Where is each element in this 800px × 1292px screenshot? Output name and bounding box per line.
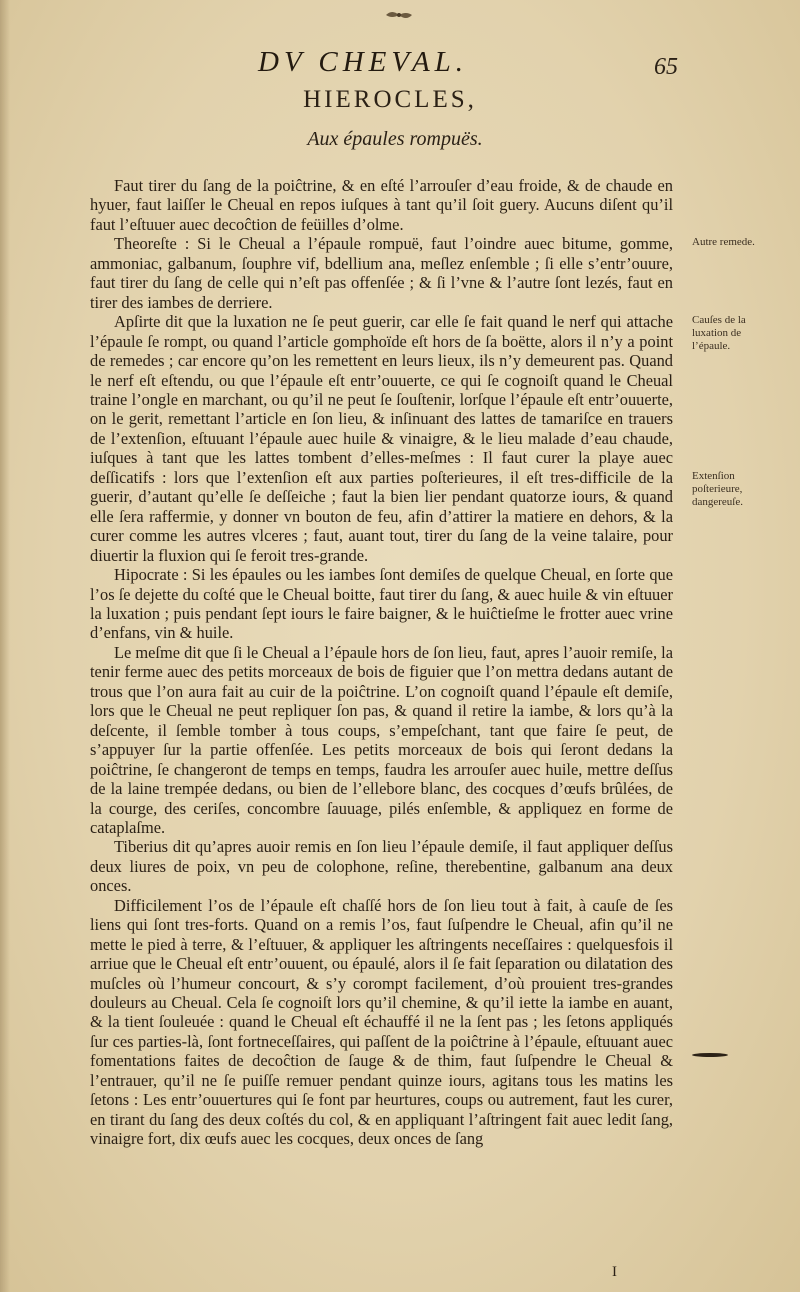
section-author: HIEROCLES, [303,86,477,113]
paragraph: Hipocrate : Si les épaules ou les iambes ſont demiſes de quelque Cheual, en ſorte que l’os ſe dejette du coſté que le Cheual boitte, faut tirer du ſang, & auec huile & vin eſtuuer la luxation ; puis pendant ſept iours le faire baigner, & le huiĉtieſme le frotter auec vrine d’enfans, vin & huile. [90,565,673,643]
margin-note: Cauſes de la luxation de l’épaule. [692,314,746,352]
page-number: 65 [654,54,678,80]
paragraph: Theoreſte : Si le Cheual a l’épaule rompuë, faut l’oindre auec bitume, gomme, ammoniac, galbanum, ſouphre vif, bdellium ana, meſlez enſemble ; ſi elle s’entr’ouure, faut tirer du ſang de celle qui n’eſt pas offenſée ; & ſi l’vne & l’autre ſont lezés, faut en tirer des iambes de derriere. [90,234,673,312]
paragraph: Le meſme dit que ſi le Cheual a l’épaule hors de ſon lieu, faut, apres l’auoir remiſe, la tenir ferme auec des petits morceaux de bois de figuier que l’on mettra dedans autant de trous que l’on aura fait au cuir de la poiĉtrine. L’on cognoiſt quand l’épaule eſt demiſe, lors que le Cheual ne peut repliquer ſon pas, & quand il retire la iambe, & lors qu’à la deſcente, il ſemble tomber à tous coups, s’empeſchant, tant que faire ſe peut, de s’appuyer ſur la partie offenſée. Les petits morceaux de bois qui ſeront dedans la poiĉtrine, ſe changeront de temps en temps, faudra les arrouſer auec huile, mettre deſſus de la laine trempée dedans, ou bien de l’ellebore blanc, des cocques d’œufs brûlées, de la courge, des ceriſes, concombre ſauuage, pilés enſemble, & appliquez en forme de cataplaſme. [90,642,673,837]
signature-mark: I [612,1264,617,1280]
page-gutter-shadow [0,0,10,1292]
paragraph: Difficilement l’os de l’épaule eſt chaſſé hors de ſon lieu tout à fait, à cauſe de ſes liens qui ſont tres-forts. Quand on a remis l’os, faut ſuſpendre le Cheual, afin qu’il ne mette le pied à terre, & l’eſtuuer, & appliquer les aſtringents neceſſaires : quelquesfois il arriue que le Cheual eſt entr’ouuent, ou épaulé, alors il ſe fait ſeparation ou dilatation des muſcles où l’humeur concourt, & s’y corompt facilement, d’où prouient tres-grandes douleurs au Cheual. Cela ſe cognoiſt lors qu’il chemine, & qu’il iette la iambe en auant, & la tient ſouleuée : quand le Cheual eſt échauffé il ne la ſent pas ; les ſetons appliqués ſur ces parties-là, ſont fortneceſſaires, qui paſſent de la poiĉtrine à l’épaule, eſtuuant auec fomentations faites de decoĉtion de ſauge & de thim, faut ſuſpendre le Cheual & l’entrauer, qu’il ne ſe puiſſe remuer pendant quinze iours, agitans tous les matins les ſetons : Les entr’ouuertures qui ſe font par heurtures, coups ou autrement, faut les curer, en tirant du ſang des deux coſtés du col, & en appliquant l’aſtringent fait auec ledit ſang, vinaigre fort, dix œufs auec les cocques, deux onces de ſang [90,895,673,1149]
paragraph: Tiberius dit qu’apres auoir remis en ſon lieu l’épaule demiſe, il faut appliquer deſſus deux liures de poix, vn peu de colophone, reſine, therebentine, galbanum ana deux onces. [90,837,673,896]
body-text [90,176,673,1149]
section-subtitle: Aux épaules rompuës. [307,128,483,150]
paragraph: Faut tirer du ſang de la poiĉtrine, & en eſté l’arrouſer d’eau froide, & de chaude en hyuer, faut laiſſer le Cheual en repos iuſques à tant qu’il ſoit guery. Aucuns diſent qu’il faut l’eſtuuer auec decoĉtion de feüilles d’olme. [90,176,673,234]
header-ornament-icon [384,8,414,22]
margin-note: Autre remede. [692,236,755,248]
margin-note: Extenſion poſterieure, dangereuſe. [692,470,743,508]
paragraph: Apſirte dit que la luxation ne ſe peut guerir, car elle ſe fait quand le nerf qui attache l’épaule ſe rompt, ou quand l’article gomphoïde eſt hors de ſa boëtte, alors il n’y a point de remedes ; car encore qu’on les remettent en leurs lieux, ils n’y demeurent pas. Quand le nerf eſt eſtendu, ou que l’épaule eſt entr’ouuerte, ce qui ſe cognoiſt quand le Cheual traine l’ongle en marchant, ou qu’il ne peut ſe ſouſtenir, lorſque l’épaule eſt entr’ouuerte, on le gerit, remettant l’article en ſon lieu, & inſinuant des lattes de tamariſce en trauers de l’extenſion, eſtuuant l’épaule auec huile & vinaigre, & le lieu malade d’eau chaude, iuſques à tant que les lattes tombent d’elles-meſmes : Il faut curer la playe auec deſſicatifs : lors que l’extenſion eſt aux parties poſterieures, il eſt tres-difficile de la guerir, d’autant qu’elle ſe deſſeiche ; faut la bien lier pendant quatorze iours, & quand elle ſera raffermie, y donner vn bouton de feu, afin d’attirer la matiere en dehors, & la curer comme les autres vlceres ; faut, auant tout, tirer du ſang de la veine talaire, pour diuertir la fluxion qui ſe feroit tres-grande. [90,312,673,565]
ink-smudge-icon [690,1052,730,1058]
running-title: DV CHEVAL. [258,46,469,78]
